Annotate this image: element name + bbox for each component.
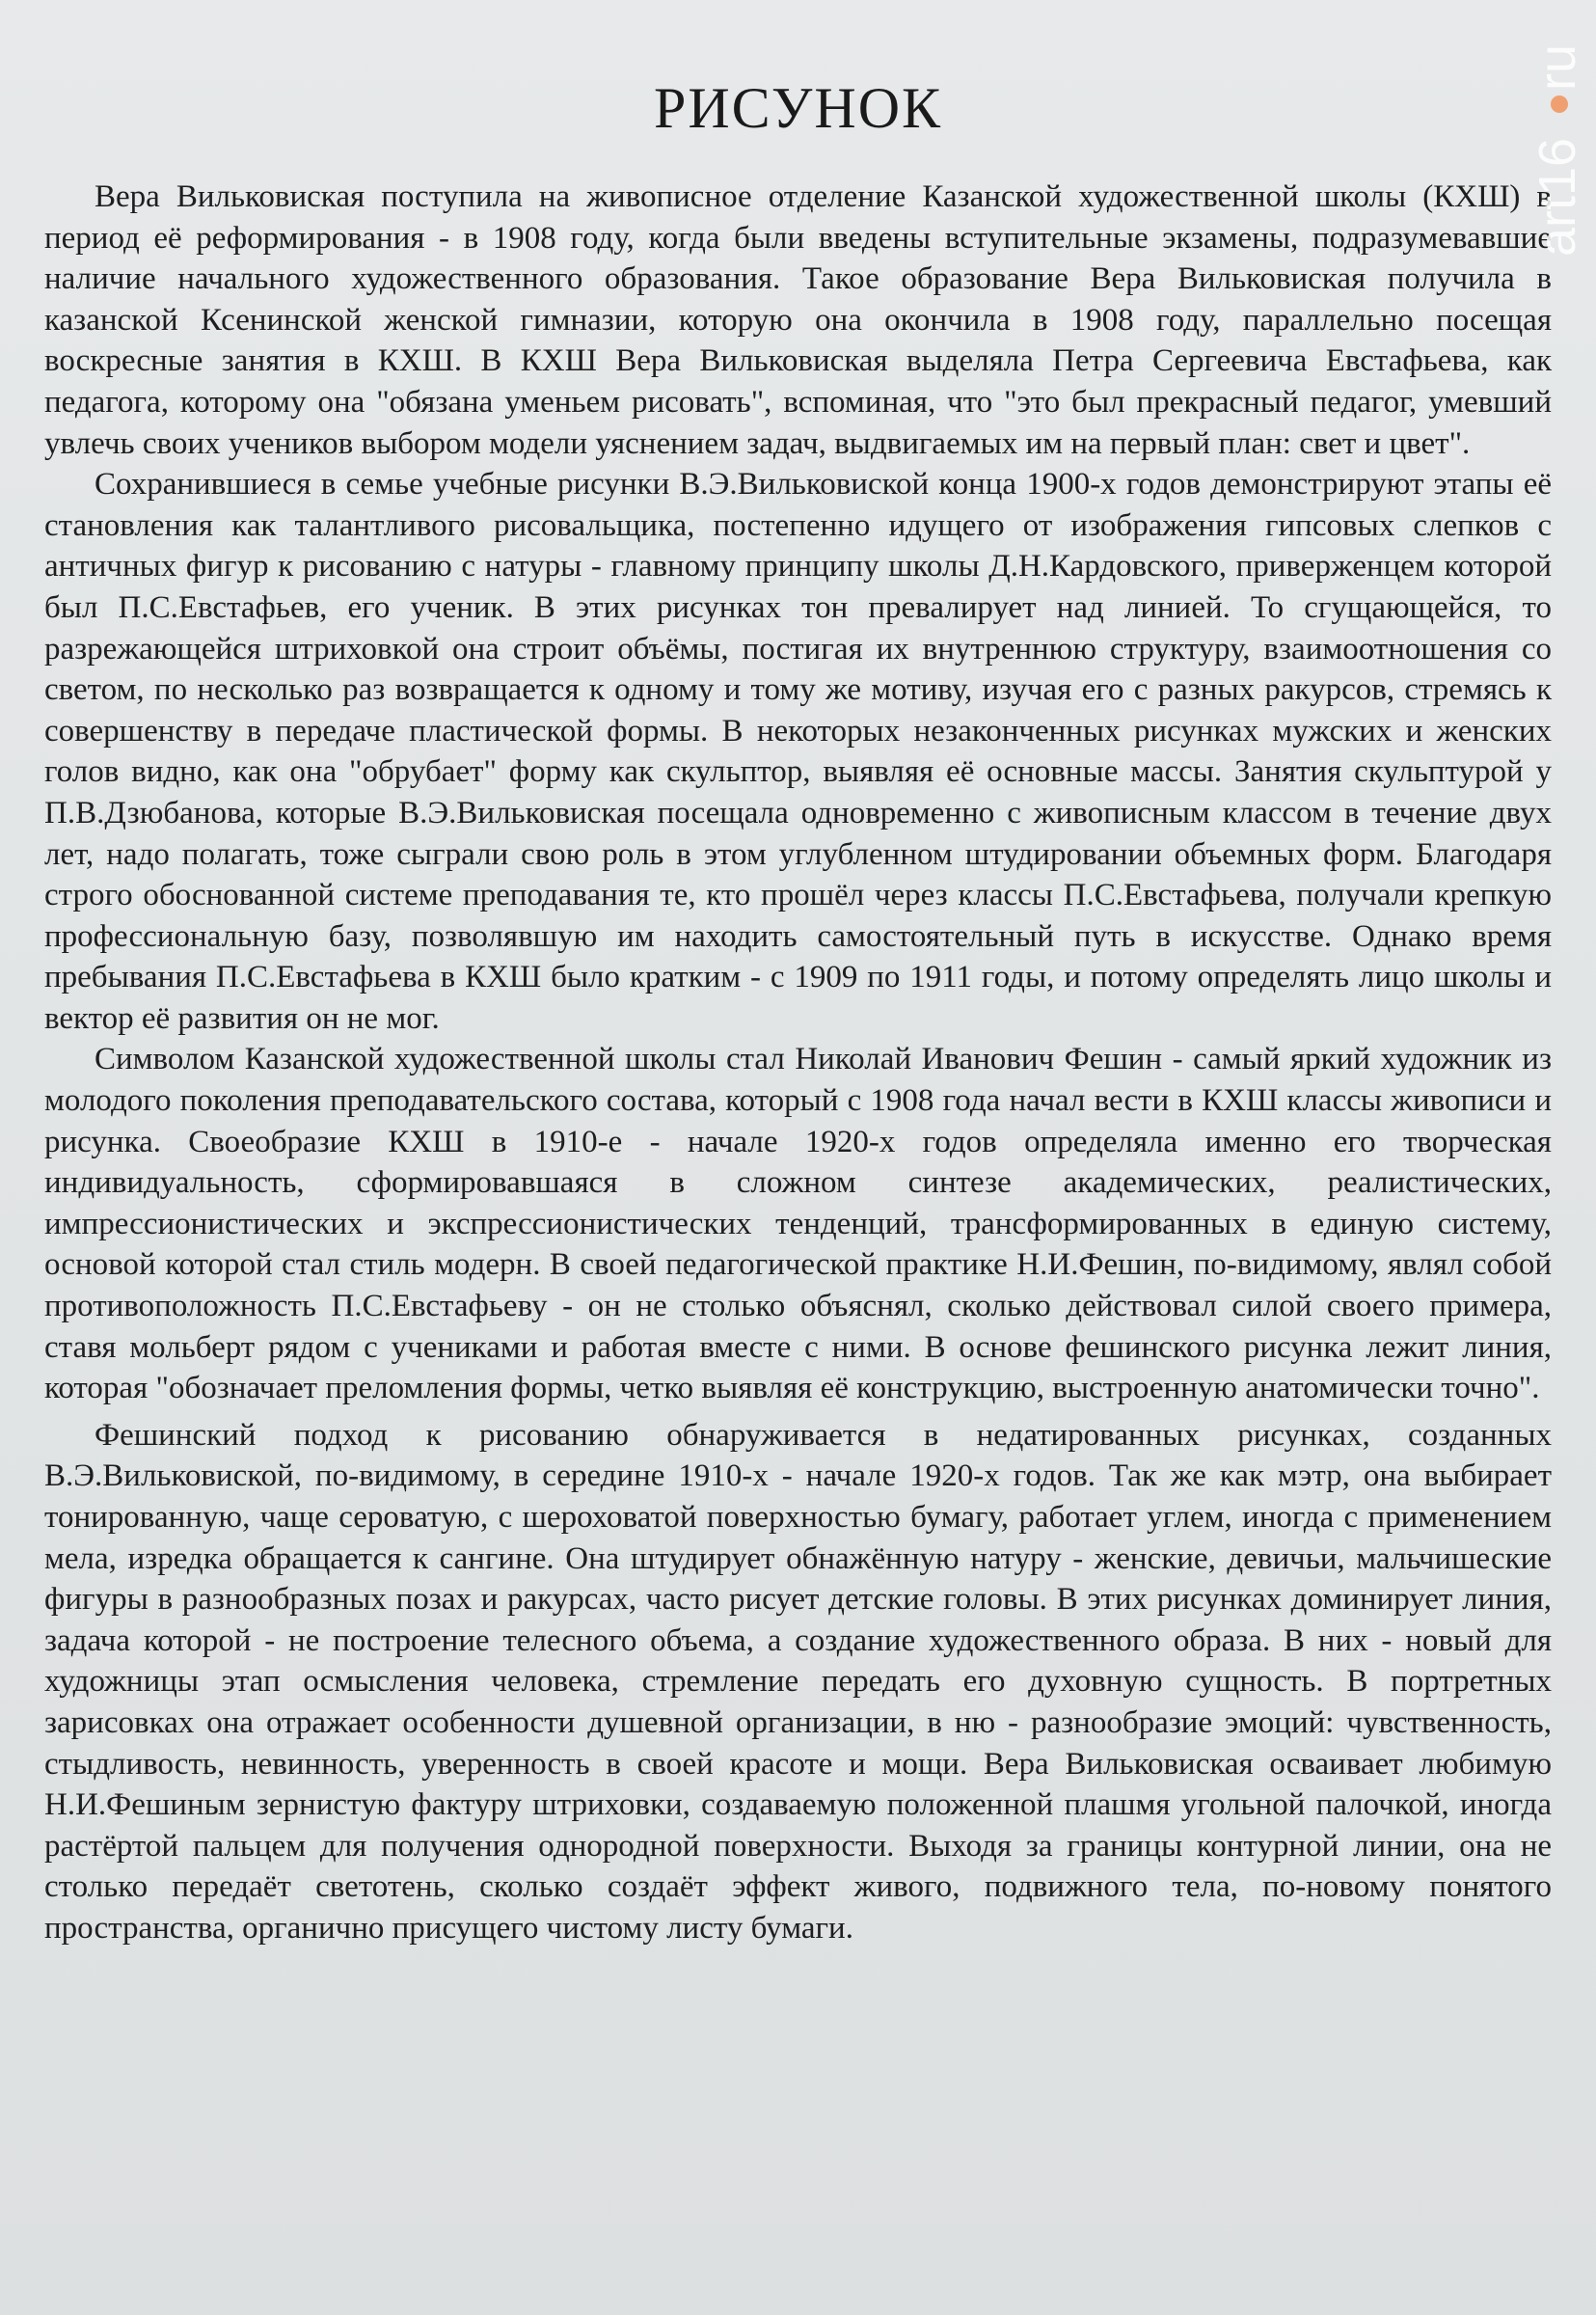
watermark-text-main: art16 (1528, 137, 1586, 257)
paragraph-4: Фешинский подход к рисованию обнаруживается в недатированных рисунках, созданных В.Э.Вильковиской, по-видимому, в середине 1910-х - начале 1920-х годов. Так же как мэтр, она выбирает тонированную, чаще сероватую, с шероховатой поверхностью бумагу, работает углем, иногда с применением мела, изредка обращается к сангине. Она штудирует обнажённую натуру - женские, девичьи, мальчишеские фигуры в разнообразных позах и ракурсах, часто рисует детские головы. В этих рисунках доминирует линия, задача которой - не построение телесного объема, а создание художественного образа. В них - новый для художницы этап осмысления человека, стремление передать его духовную сущность. В портретных зарисовках она отражает особенности душевной организации, в ню - разнообразие эмоций: чувственность, стыдливость, невинность, уверенность в своей красоте и мощи. Вера Вильковиская осваивает любимую Н.И.Фешиным зернистую фактуру штриховки, создаваемую положенной плашмя угольной палочкой, иногда растёртой пальцем для получения однородной поверхности. Выходя за границы контурной линии, она не столько передаёт светотень, сколько создаёт эффект живого, подвижного тела, по-новому понятого пространства, органично присущего чистому листу бумаги. (44, 1417, 1552, 1946)
paragraph-2: Сохранившиеся в семье учебные рисунки В.Э.Вильковиской конца 1900-х годов демонстрируют этапы её становления как талантливого рисовальщика, постепенно идущего от изображения гипсовых слепков с античных фигур к рисованию с натуры - главному принципу школы Д.Н.Кардовского, приверженцем которой был П.С.Евстафьев, его ученик. В этих рисунках тон превалирует над линией. То сгущающейся, то разрежающейся штриховкой она строит объёмы, постигая их внутреннюю структуру, взаимоотношения со светом, по несколько раз возвращается к одному и тому же мотиву, изучая его с разных ракурсов, стремясь к совершенству в передаче пластической формы. В некоторых незаконченных рисунках мужских и женских голов видно, как она "обрубает" форму как скульптор, выявляя её основные массы. Занятия скульптурой у П.В.Дзюбанова, которые В.Э.Вильковиская посещала одновременно с живописным классом в течение двух лет, надо полагать, тоже сыграли свою роль в этом углубленном штудировании объемных форм. Благодаря строго обоснованной системе преподавания те, кто прошёл через классы П.С.Евстафьева, получали крепкую профессиональную базу, позволявшую им находить самостоятельный путь в искусстве. Однако время пребывания П.С.Евстафьева в КХШ было кратким - с 1909 по 1911 годы, и потому определять лицо школы и вектор её развития он не мог. (44, 467, 1552, 1036)
paragraph-3: Символом Казанской художественной школы стал Николай Иванович Фешин - самый яркий художник из молодого поколения преподавательского состава, который с 1908 года начал вести в КХШ классы живописи и рисунка. Своеобразие КХШ в 1910-е - начале 1920-х годов определяла именно его творческая индивидуальность, сформировавшаяся в сложном синтезе академических, реалистических, импрессионистических и экспрессионистических тенденций, трансформированных в единую систему, основой которой стал стиль модерн. В своей педагогической практике Н.И.Фешин, по-видимому, являл собой противоположность П.С.Евстафьеву - он не столько объяснял, сколько действовал силой своего примера, ставя мольберт рядом с учениками и работая вместе с ними. В основе фешинского рисунка лежит линия, которая "обозначает преломления формы, четко выявляя её конструкцию, выстроенную анатомически точно". (44, 1042, 1552, 1406)
watermark-text-domain: ru (1528, 43, 1586, 91)
watermark-dot-icon (1551, 95, 1568, 113)
paragraph-1: Вера Вильковиская поступила на живописное отделение Казанской художественной школы (КХШ) в период её реформирования - в 1908 году, когда были введены вступительные экзамены, подразумевавшие наличие начального художественного образования. Такое образование Вера Вильковиская получила в казанской Ксенинской женской гимназии, которую она окончила в 1908 году, параллельно посещая воскресные занятия в КХШ. В КХШ Вера Вильковиская выделяла Петра Сергеевича Евстафьева, как педагога, которому она "обязана уменьем рисовать", вспоминая, что "это был прекрасный педагог, умевший увлечь своих учеников выбором модели уяснением задач, выдвигаемых им на первый план: свет и цвет". (44, 179, 1552, 461)
site-watermark (1519, 15, 1596, 266)
document-title: РИСУНОК (653, 76, 943, 140)
document-body (44, 177, 1552, 1949)
